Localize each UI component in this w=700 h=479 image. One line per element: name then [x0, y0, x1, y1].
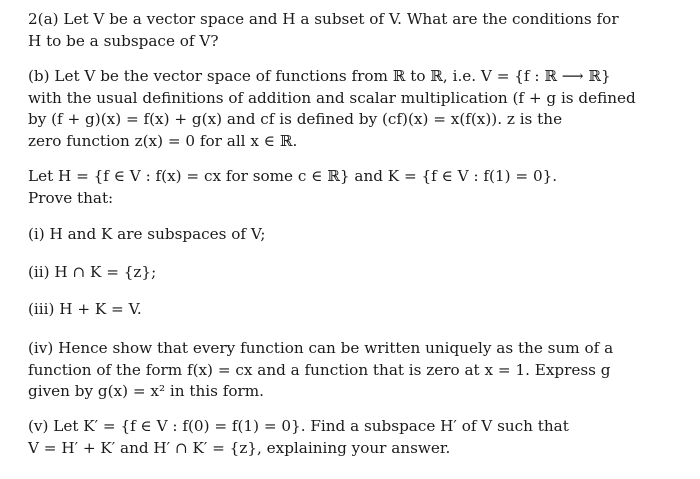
- definitions-line-2: Prove that:: [28, 188, 114, 207]
- part-b-line-2: with the usual definitions of addition and scalar multiplication (f + g is defined: [28, 88, 636, 107]
- definitions-paragraph: [28, 166, 678, 209]
- part-a-line-1: 2(a) Let V be a vector space and H a subset of V. What are the conditions for: [28, 10, 619, 28]
- part-i-question: [28, 224, 678, 246]
- part-v-line-1: (v) Let K′ = {f ∈ V : f(0) = f(1) = 0}. Find a subspace H′ of V such that: [28, 417, 569, 435]
- part-b-question: [28, 66, 678, 152]
- part-ii-question: [28, 262, 678, 284]
- definitions-line-1: Let H = {f ∈ V : f(x) = cx for some c ∈ ℝ} and K = {f ∈ V : f(1) = 0}.: [28, 167, 558, 185]
- part-iv-question: [28, 338, 678, 403]
- part-iv-line-3: given by g(x) = x² in this form.: [28, 382, 264, 400]
- part-iii-question: [28, 299, 678, 321]
- part-iii-line-1: (iii) H + K = V.: [28, 300, 142, 318]
- part-ii-line-1: (ii) H ∩ K = {z};: [28, 263, 157, 281]
- part-v-line-2: V = H′ + K′ and H′ ∩ K′ = {z}, explaining your answer.: [28, 438, 451, 457]
- part-b-line-3: by (f + g)(x) = f(x) + g(x) and cf is defined by (cf)(x) = x(f(x)). z is the: [28, 110, 563, 128]
- part-b-line-4: zero function z(x) = 0 for all x ∈ ℝ.: [28, 131, 298, 150]
- part-a-line-2: H to be a subspace of V?: [28, 31, 219, 50]
- part-iv-line-2: function of the form f(x) = cx and a function that is zero at x = 1. Express g: [28, 360, 611, 379]
- part-i-line-1: (i) H and K are subspaces of V;: [28, 225, 266, 243]
- part-a-question: [28, 9, 678, 52]
- part-v-question: [28, 416, 678, 459]
- part-b-line-1: (b) Let V be the vector space of functions from ℝ to ℝ, i.e. V = {f : ℝ ⟶ ℝ}: [28, 67, 611, 85]
- part-iv-line-1: (iv) Hence show that every function can be written uniquely as the sum of a: [28, 339, 614, 357]
